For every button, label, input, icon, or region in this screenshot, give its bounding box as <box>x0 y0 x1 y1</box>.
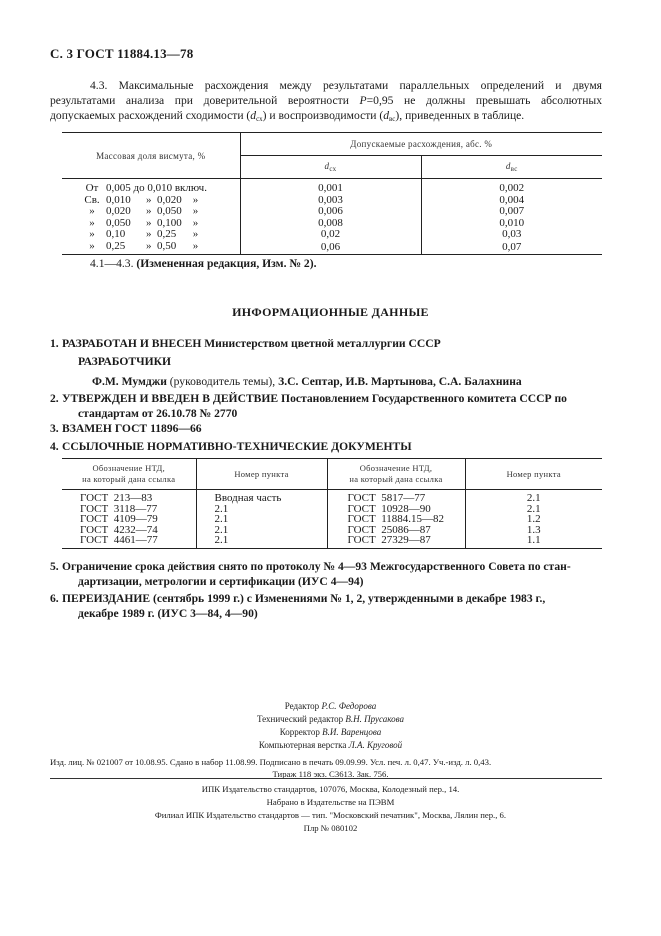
col-d-sx-header <box>240 156 421 179</box>
item-1-number: 1. <box>50 337 59 350</box>
range-from: 0,25 <box>106 239 126 252</box>
para-line-3-c: ), приведенных в таблице. <box>395 109 525 122</box>
d-sx-value: 0,001 <box>240 179 421 195</box>
item-4-text: ССЫЛОЧНЫЕ НОРМАТИВНО-ТЕХНИЧЕСКИЕ ДОКУМЕНТЫ <box>62 440 412 453</box>
d-vs-value: 0,007 <box>421 206 602 218</box>
publisher-line-2: Набрано в Издательстве на ПЭВМ <box>266 797 395 807</box>
d-symbol-2: d <box>383 109 390 122</box>
ref-doc-right: ГОСТ 10928—90 <box>327 504 465 515</box>
paragraph-4-3 <box>50 78 602 127</box>
ref-clause-right: 2.1 <box>465 490 602 504</box>
item-6-number: 6. <box>50 592 59 605</box>
subscript-sx: сх <box>329 165 337 173</box>
developers-list <box>92 374 632 389</box>
item-6 <box>50 591 602 621</box>
references-table <box>62 458 602 549</box>
ref-clause-left: 2.1 <box>196 514 327 525</box>
item-4 <box>50 439 602 454</box>
para-line-3-b: ) и воспроизводимости ( <box>262 109 384 122</box>
ref-doc-left: ГОСТ 4461—77 <box>80 534 158 546</box>
item-5-line-1: Ограничение срока действия снято по протоколу № 4—93 Межгосударственного Совета по стан- <box>62 560 571 573</box>
d-sx-value: 0,06 <box>240 241 421 255</box>
ref-clause-left: 2.1 <box>196 504 327 515</box>
d-vs-value: 0,010 <box>421 218 602 230</box>
d-symbol: d <box>324 161 330 171</box>
item-3 <box>50 421 602 436</box>
d-sx-value: 0,003 <box>240 195 421 207</box>
range-prefix: » <box>89 216 95 229</box>
editor-label: Редактор <box>284 701 322 711</box>
page-header: С. 3 ГОСТ 11884.13—78 <box>50 46 194 61</box>
range-to <box>207 182 211 194</box>
d-vs-value: 0,03 <box>421 229 602 241</box>
bismuth-range-cell <box>62 229 240 241</box>
publisher-line-3: Филиал ИПК Издательство стандартов — тип. "Московский печатник", Москва, Лялин пер., 6. <box>154 810 507 820</box>
bismuth-range-cell <box>62 241 240 255</box>
d-symbol-1: d <box>250 109 257 122</box>
ref-doc-right: ГОСТ 5817—77 <box>327 490 465 504</box>
range-prefix: » <box>89 239 95 252</box>
d-sx-value: 0,006 <box>240 206 421 218</box>
item-5 <box>50 559 602 589</box>
para-line-3-a: допускаемых расхождений сходимости ( <box>50 109 251 122</box>
ref-clause-left: 2.1 <box>196 525 327 536</box>
para-line-2-a: результатами анализа при доверительной вероятности <box>50 94 360 107</box>
imprint-tech-editor <box>0 713 661 725</box>
para-line-2 <box>50 93 602 108</box>
tech-editor-label: Технический редактор <box>256 714 346 724</box>
tolerance-row <box>62 179 602 195</box>
ref-col-4-header: Номер пункта <box>465 459 602 490</box>
item-6-line-1: ПЕРЕИЗДАНИЕ (сентябрь 1999 г.) с Изменениями № 1, 2, утвержденными в декабре 1983 г., <box>62 592 546 605</box>
item-2-line-2: стандартам от 26.10.78 № 2770 <box>78 407 238 420</box>
developer-lead: Ф.М. Мумджи <box>92 375 167 388</box>
range-from: 0,010 <box>106 193 131 206</box>
ref-doc-right: ГОСТ 27329—87 <box>327 535 465 548</box>
d-vs-value: 0,004 <box>421 195 602 207</box>
range-to: » 0,100 » <box>146 216 199 229</box>
item-3-number: 3. <box>50 422 59 435</box>
ref-doc-left: ГОСТ 4109—79 <box>80 513 158 525</box>
item-1 <box>50 336 602 351</box>
range-to: » 0,050 » <box>146 205 199 217</box>
developers-label: РАЗРАБОТЧИКИ <box>78 355 172 368</box>
ref-col-3-header-l1: Обозначение НТД, <box>359 463 433 473</box>
para-line-1: 4.3. Максимальные расхождения между результатами параллельных определений и двумя <box>90 79 602 92</box>
revision-note-range: 4.1—4.3. <box>90 257 137 270</box>
reference-row <box>62 490 602 504</box>
col-tolerance-group-header: Допускаемые расхождения, абс. % <box>240 133 602 156</box>
revision-note-text: (Измененная редакция, Изм. № 2). <box>136 257 317 270</box>
item-6-line-2: декабре 1989 г. (ИУС 3—84, 4—90) <box>78 607 258 620</box>
d-vs-value: 0,002 <box>421 179 602 195</box>
layout-name: Л.А. Круговой <box>348 740 403 750</box>
para-line-2-b: =0,95 не должны превышать абсолютных <box>366 94 602 107</box>
reference-row <box>62 514 602 525</box>
imprint-editor <box>0 700 661 712</box>
d-sx-value: 0,008 <box>240 218 421 230</box>
ref-doc-right: ГОСТ 25086—87 <box>327 525 465 536</box>
tolerance-row <box>62 229 602 241</box>
range-from: 0,050 <box>106 216 131 229</box>
range-to: » 0,25 » <box>146 228 199 240</box>
tolerance-row <box>62 206 602 218</box>
item-1-text: РАЗРАБОТАН И ВНЕСЕН Министерством цветной металлургии СССР <box>62 337 441 350</box>
item-5-number: 5. <box>50 560 59 573</box>
item-2 <box>50 391 602 421</box>
ref-col-1-header-l2: на который дана ссылка <box>82 474 176 484</box>
item-2-number: 2. <box>50 392 59 405</box>
ref-col-3-header-l2: на который дана ссылка <box>349 474 443 484</box>
ref-clause-right: 2.1 <box>465 504 602 515</box>
item-5-line-2: дартизации, метрологии и сертификации (ИУС 4—94) <box>78 575 364 588</box>
imprint-corrector <box>0 726 661 738</box>
col-bismuth-header: Массовая доля висмута, % <box>62 133 240 179</box>
item-2-line-1: УТВЕРЖДЕН И ВВЕДЕН В ДЕЙСТВИЕ Постановлением Государственного комитета СССР по <box>62 392 567 405</box>
range-prefix: » <box>89 228 95 240</box>
ref-col-2-header: Номер пункта <box>196 459 327 490</box>
editor-name: Р.С. Федорова <box>321 701 377 711</box>
license-line-1: Изд. лиц. № 021007 от 10.08.95. Сдано в набор 11.08.99. Подписано в печать 09.09.99. Усл. печ. л. 0,47. Уч.-изд. л. 0,43. <box>50 757 492 767</box>
ref-clause-right: 1.3 <box>465 525 602 536</box>
ref-clause-right: 1.1 <box>465 535 602 548</box>
info-section-title: ИНФОРМАЦИОННЫЕ ДАННЫЕ <box>232 305 429 319</box>
ref-col-1-header <box>62 459 196 490</box>
reference-row <box>62 535 602 548</box>
publisher-line-1: ИПК Издательство стандартов, 107076, Москва, Колодезный пер., 14. <box>201 784 460 794</box>
para-line-3 <box>50 108 602 127</box>
ref-col-3-header <box>327 459 465 490</box>
range-to: » 0,020 » <box>146 193 199 206</box>
range-prefix: » <box>89 205 95 217</box>
d-vs-value: 0,07 <box>421 241 602 255</box>
ref-doc-left: ГОСТ 213—83 <box>80 492 153 504</box>
range-from: 0,020 <box>106 205 131 217</box>
tolerance-table <box>62 132 602 255</box>
d-symbol: d <box>505 161 511 171</box>
tolerance-row <box>62 241 602 255</box>
revision-note <box>90 257 316 270</box>
probability-symbol: P <box>359 94 367 107</box>
item-3-text: ВЗАМЕН ГОСТ 11896—66 <box>62 422 202 435</box>
range-from: 0,10 <box>106 228 126 240</box>
ref-col-1-header-l1: Обозначение НТД, <box>92 463 166 473</box>
bismuth-range-cell <box>62 206 240 218</box>
d-sx-value: 0,02 <box>240 229 421 241</box>
corrector-name: В.И. Варенцова <box>322 727 382 737</box>
range-prefix: От <box>85 182 99 194</box>
license-line-2: Тираж 118 экз. С3613. Зак. 756. <box>272 769 389 779</box>
ref-doc-right: ГОСТ 11884.15—82 <box>327 514 465 525</box>
imprint-layout <box>0 739 661 751</box>
ref-clause-left: 2.1 <box>196 535 327 548</box>
subscript-vs: вс <box>389 115 396 123</box>
item-4-number: 4. <box>50 440 59 453</box>
bismuth-range-cell <box>62 179 240 195</box>
ref-doc-left: ГОСТ 4232—74 <box>80 523 158 536</box>
developer-role: (руководитель темы), <box>166 375 279 388</box>
corrector-label: Корректор <box>279 727 323 737</box>
range-to: » 0,50 » <box>146 239 199 252</box>
divider <box>50 778 602 779</box>
range-from: 0,005 до 0,010 включ. <box>106 182 207 194</box>
layout-label: Компьютерная верстка <box>258 740 349 750</box>
range-prefix: Св. <box>84 193 100 206</box>
developer-others: З.С. Септар, И.В. Мартынова, С.А. Балахнина <box>278 375 522 388</box>
subscript-sx: сх <box>256 115 263 123</box>
subscript-vs: вс <box>510 165 518 173</box>
ref-doc-left: ГОСТ 3118—77 <box>80 502 158 515</box>
publisher-line-4: Плр № 080102 <box>303 823 358 833</box>
ref-clause-left: Вводная часть <box>196 490 327 504</box>
col-d-vs-header <box>421 156 602 179</box>
tech-editor-name: В.Н. Прусакова <box>345 714 405 724</box>
ref-clause-right: 1.2 <box>465 514 602 525</box>
